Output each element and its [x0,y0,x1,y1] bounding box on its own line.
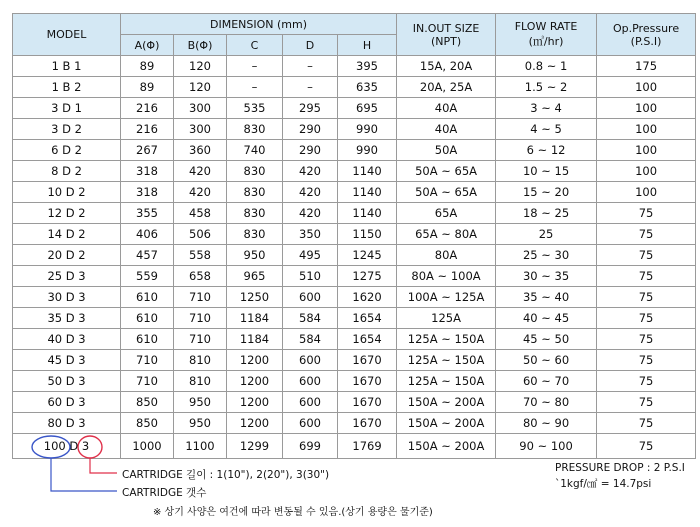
cell-dim-d: 584 [283,308,338,329]
header-size-unit: (NPT) [430,34,462,48]
cell-in-out-size: 40A [397,119,496,140]
cell-in-out-size: 65A [397,203,496,224]
cell-op-pressure: 75 [597,350,696,371]
cell-op-pressure: 100 [597,161,696,182]
cell-dim-c: 830 [227,161,283,182]
cell-dim-b: 710 [174,287,227,308]
cell-flow-rate: 18 ~ 25 [496,203,597,224]
cell-in-out-size: 150A ~ 200A [397,392,496,413]
cell-op-pressure: 75 [597,287,696,308]
cell-dim-c: – [227,56,283,77]
cell-in-out-size: 50A [397,140,496,161]
cell-in-out-size: 20A, 25A [397,77,496,98]
cell-dim-h: 1150 [338,224,397,245]
cell-dim-d: 584 [283,329,338,350]
cell-dim-d: – [283,56,338,77]
cell-dim-a: 318 [121,182,174,203]
cell-dim-d: 600 [283,371,338,392]
cell-flow-rate: 80 ~ 90 [496,413,597,434]
cell-dim-d: – [283,77,338,98]
cell-dim-d: 495 [283,245,338,266]
cell-dim-d: 420 [283,203,338,224]
cell-dim-a: 89 [121,77,174,98]
note-cartridge-length: CARTRIDGE 길이 : 1(10"), 2(20"), 3(30") [122,469,330,481]
cell-flow-rate: 3 ~ 4 [496,98,597,119]
note-cartridge-count: CARTRIDGE 갯수 [122,487,207,499]
cell-in-out-size: 125A ~ 150A [397,371,496,392]
cell-dim-d: 350 [283,224,338,245]
cell-dim-a: 610 [121,308,174,329]
cell-dim-h: 695 [338,98,397,119]
cell-dim-h: 1620 [338,287,397,308]
cell-dim-b: 658 [174,266,227,287]
cell-dim-b: 420 [174,182,227,203]
cell-in-out-size: 50A ~ 65A [397,182,496,203]
cell-in-out-size: 80A [397,245,496,266]
cell-dim-h: 990 [338,140,397,161]
cell-dim-b: 810 [174,350,227,371]
cell-dim-b: 120 [174,56,227,77]
cell-flow-rate: 0.8 ~ 1 [496,56,597,77]
cell-op-pressure: 100 [597,77,696,98]
cell-dim-h: 1769 [338,434,397,459]
cell-flow-rate: 50 ~ 60 [496,350,597,371]
header-size-label: IN.OUT SIZE [412,21,480,35]
cell-dim-a: 216 [121,98,174,119]
cell-dim-h: 1670 [338,392,397,413]
cell-dim-c: 1250 [227,287,283,308]
cell-flow-rate: 30 ~ 35 [496,266,597,287]
cell-dim-b: 120 [174,77,227,98]
cell-model: 8 D 2 [13,161,121,182]
cell-flow-rate: 15 ~ 20 [496,182,597,203]
cell-in-out-size: 15A, 20A [397,56,496,77]
cell-dim-h: 1140 [338,182,397,203]
cell-in-out-size: 150A ~ 200A [397,413,496,434]
cell-model: 12 D 2 [13,203,121,224]
cell-in-out-size: 100A ~ 125A [397,287,496,308]
cell-op-pressure: 75 [597,413,696,434]
cell-flow-rate: 70 ~ 80 [496,392,597,413]
cell-dim-c: 740 [227,140,283,161]
cell-dim-b: 458 [174,203,227,224]
cell-op-pressure: 100 [597,182,696,203]
cell-dim-b: 420 [174,161,227,182]
cell-dim-c: – [227,77,283,98]
cell-dim-b: 360 [174,140,227,161]
cell-dim-b: 950 [174,392,227,413]
header-pressure-unit: (P.S.I) [630,34,662,48]
cell-flow-rate: 45 ~ 50 [496,329,597,350]
cell-in-out-size: 40A [397,98,496,119]
cell-in-out-size: 125A ~ 150A [397,350,496,371]
cell-dim-h: 1245 [338,245,397,266]
cell-dim-d: 420 [283,182,338,203]
cell-in-out-size: 150A ~ 200A [397,434,496,459]
cell-op-pressure: 75 [597,245,696,266]
cell-dim-c: 535 [227,98,283,119]
cell-dim-a: 355 [121,203,174,224]
cell-dim-a: 457 [121,245,174,266]
cell-op-pressure: 75 [597,392,696,413]
cell-in-out-size: 50A ~ 65A [397,161,496,182]
cell-dim-h: 1140 [338,161,397,182]
cell-dim-d: 290 [283,119,338,140]
cell-model: 30 D 3 [13,287,121,308]
cell-dim-b: 810 [174,371,227,392]
cell-dim-c: 965 [227,266,283,287]
cell-dim-c: 950 [227,245,283,266]
cell-dim-b: 710 [174,308,227,329]
cell-flow-rate: 35 ~ 40 [496,287,597,308]
cell-dim-b: 558 [174,245,227,266]
cell-dim-d: 295 [283,98,338,119]
cell-model: 6 D 2 [13,140,121,161]
cell-dim-a: 89 [121,56,174,77]
cell-dim-a: 610 [121,287,174,308]
cell-flow-rate: 40 ~ 45 [496,308,597,329]
cell-dim-c: 830 [227,203,283,224]
cell-dim-b: 506 [174,224,227,245]
cell-dim-h: 395 [338,56,397,77]
cell-dim-c: 1200 [227,371,283,392]
cell-model: 60 D 3 [13,392,121,413]
cell-in-out-size: 65A ~ 80A [397,224,496,245]
cell-model: 10 D 2 [13,182,121,203]
cell-dim-c: 1184 [227,308,283,329]
cell-model: 80 D 3 [13,413,121,434]
cell-dim-b: 300 [174,98,227,119]
cell-dim-a: 318 [121,161,174,182]
cell-dim-c: 1200 [227,392,283,413]
cell-dim-a: 267 [121,140,174,161]
header-dim-a: A(Φ) [121,35,174,56]
cell-dim-d: 420 [283,161,338,182]
cell-dim-a: 710 [121,371,174,392]
cell-dim-d: 600 [283,392,338,413]
cell-dim-d: 600 [283,350,338,371]
cell-model: 1 B 2 [13,77,121,98]
cell-dim-c: 1299 [227,434,283,459]
cell-op-pressure: 175 [597,56,696,77]
cell-flow-rate: 10 ~ 15 [496,161,597,182]
cell-dim-h: 1670 [338,350,397,371]
cell-dim-h: 1670 [338,413,397,434]
cell-dim-d: 600 [283,287,338,308]
cell-model: 100 D 3 [13,434,121,459]
cell-model: 25 D 3 [13,266,121,287]
cell-op-pressure: 100 [597,140,696,161]
cell-dim-b: 950 [174,413,227,434]
cell-dim-h: 1654 [338,329,397,350]
cell-in-out-size: 80A ~ 100A [397,266,496,287]
cell-model: 35 D 3 [13,308,121,329]
cell-dim-d: 290 [283,140,338,161]
cell-dim-a: 216 [121,119,174,140]
cell-dim-a: 850 [121,392,174,413]
cell-dim-a: 406 [121,224,174,245]
cell-dim-a: 850 [121,413,174,434]
header-model: MODEL [13,14,121,56]
header-dim-h: H [338,35,397,56]
cell-in-out-size: 125A [397,308,496,329]
cell-model: 3 D 1 [13,98,121,119]
note-disclaimer: ※ 상기 사양은 여건에 따라 변동될 수 있음.(상기 용량은 물기준) [153,507,433,518]
cell-op-pressure: 75 [597,224,696,245]
cell-dim-d: 510 [283,266,338,287]
header-dim-d: D [283,35,338,56]
cell-dim-a: 559 [121,266,174,287]
cell-dim-h: 1140 [338,203,397,224]
cell-dim-c: 830 [227,119,283,140]
cell-dim-h: 1654 [338,308,397,329]
cell-dim-c: 830 [227,224,283,245]
cell-dim-a: 1000 [121,434,174,459]
cell-flow-rate: 60 ~ 70 [496,371,597,392]
header-dimension: DIMENSION (mm) [121,14,397,35]
cell-model: 14 D 2 [13,224,121,245]
cell-op-pressure: 75 [597,308,696,329]
header-dim-c: C [227,35,283,56]
cell-model: 3 D 2 [13,119,121,140]
cell-dim-d: 600 [283,413,338,434]
cell-op-pressure: 75 [597,329,696,350]
cell-op-pressure: 100 [597,98,696,119]
cell-dim-c: 1200 [227,350,283,371]
header-flow-unit: (㎥/hr) [528,35,564,48]
cell-model: 1 B 1 [13,56,121,77]
cell-dim-b: 300 [174,119,227,140]
cell-model: 20 D 2 [13,245,121,266]
cell-dim-h: 1670 [338,371,397,392]
cell-dim-c: 1200 [227,413,283,434]
header-dim-b: B(Φ) [174,35,227,56]
cell-flow-rate: 25 ~ 30 [496,245,597,266]
cell-op-pressure: 75 [597,203,696,224]
cell-dim-h: 1275 [338,266,397,287]
cell-flow-rate: 4 ~ 5 [496,119,597,140]
cell-dim-h: 990 [338,119,397,140]
header-flow-label: FLOW RATE [514,20,578,33]
cell-flow-rate: 90 ~ 100 [496,434,597,459]
cell-model: 45 D 3 [13,350,121,371]
note-conversion: `1kgf/㎠ = 14.7psi [555,478,652,490]
cell-dim-c: 1184 [227,329,283,350]
cell-dim-b: 710 [174,329,227,350]
cell-dim-c: 830 [227,182,283,203]
cell-dim-d: 699 [283,434,338,459]
cell-op-pressure: 75 [597,434,696,459]
cell-model: 40 D 3 [13,329,121,350]
cell-in-out-size: 125A ~ 150A [397,329,496,350]
cell-op-pressure: 75 [597,266,696,287]
cell-flow-rate: 6 ~ 12 [496,140,597,161]
note-pressure-drop: PRESSURE DROP : 2 P.S.I [555,462,685,474]
cell-dim-b: 1100 [174,434,227,459]
cell-model: 50 D 3 [13,371,121,392]
cell-dim-a: 710 [121,350,174,371]
header-pressure-label: Op.Pressure [612,21,680,35]
cell-dim-h: 635 [338,77,397,98]
cell-dim-a: 610 [121,329,174,350]
cell-flow-rate: 1.5 ~ 2 [496,77,597,98]
cell-flow-rate: 25 [496,224,597,245]
cell-op-pressure: 100 [597,119,696,140]
cell-op-pressure: 75 [597,371,696,392]
